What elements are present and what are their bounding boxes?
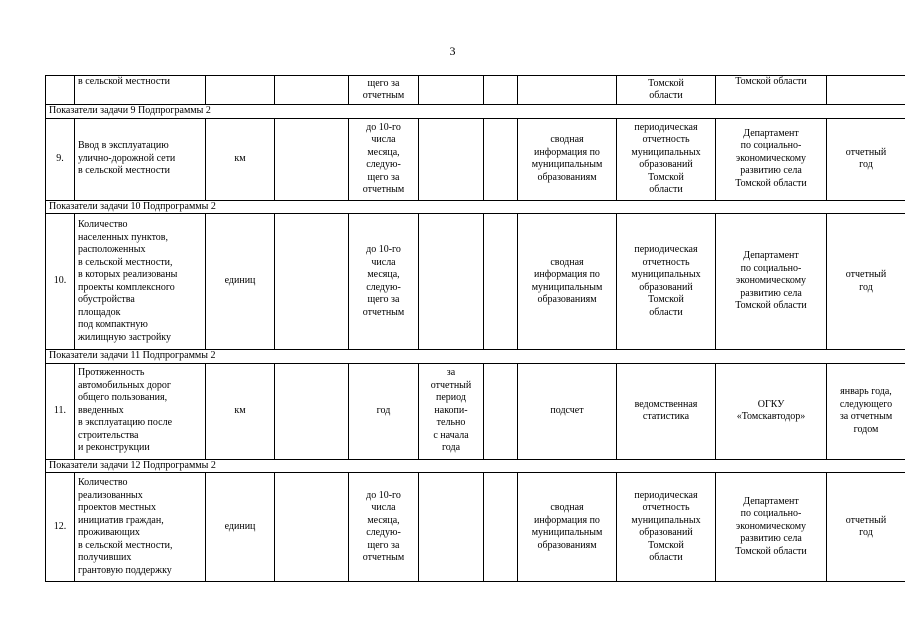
cell-period: до 10-го числа месяца, следую- щего за отчетным bbox=[349, 473, 419, 582]
cell-responsible: Департамент по социально- экономическому развитию села Томской области bbox=[716, 118, 827, 200]
cell-method: подсчет bbox=[518, 363, 617, 459]
cell-name: Ввод в эксплуатацию улично-дорожной сети в сельской местности bbox=[75, 118, 206, 200]
cell-deadline: отчетный год bbox=[827, 118, 905, 200]
cell-responsible: Департамент по социально- экономическому развитию села Томской области bbox=[716, 214, 827, 350]
cell-accum: за отчетный период накопи- тельно с начала года bbox=[419, 363, 484, 459]
cell-name: Протяженность автомобильных дорог общего пользования, введенных в эксплуатацию после строительства и реконструкции bbox=[75, 363, 206, 459]
cell-accum bbox=[419, 214, 484, 350]
cell-empty bbox=[484, 214, 518, 350]
section-title: Показатели задачи 9 Подпрограммы 2 bbox=[46, 105, 905, 119]
cell-empty bbox=[827, 76, 905, 105]
cell-empty bbox=[275, 118, 349, 200]
table-row bbox=[46, 473, 905, 582]
cell-unit: единиц bbox=[206, 214, 275, 350]
cell-num: 9. bbox=[46, 118, 75, 200]
table-row bbox=[46, 363, 905, 459]
table-row bbox=[46, 76, 905, 105]
cell-num: 12. bbox=[46, 473, 75, 582]
cell-deadline: январь года, следующего за отчетным годом bbox=[827, 363, 905, 459]
cell-unit: км bbox=[206, 118, 275, 200]
cell-source: Томской области bbox=[617, 76, 716, 105]
cell-empty bbox=[275, 214, 349, 350]
cell-responsible: ОГКУ «Томскавтодор» bbox=[716, 363, 827, 459]
cell-empty bbox=[275, 363, 349, 459]
section-header bbox=[46, 459, 905, 473]
cell-responsible: Томской области bbox=[716, 76, 827, 105]
cell-empty bbox=[484, 118, 518, 200]
cell-name: Количество реализованных проектов местных инициатив граждан, проживающих в сельской местности, получивших грантовую поддержку bbox=[75, 473, 206, 582]
cell-deadline: отчетный год bbox=[827, 473, 905, 582]
section-title: Показатели задачи 11 Подпрограммы 2 bbox=[46, 350, 905, 364]
cell-empty bbox=[484, 363, 518, 459]
cell-num: 10. bbox=[46, 214, 75, 350]
cell-source: периодическая отчетность муниципальных образований Томской области bbox=[617, 473, 716, 582]
cell-source: периодическая отчетность муниципальных образований Томской области bbox=[617, 214, 716, 350]
cell-unit: км bbox=[206, 363, 275, 459]
cell-source: ведомственная статистика bbox=[617, 363, 716, 459]
cell-empty bbox=[275, 473, 349, 582]
cell-period: год bbox=[349, 363, 419, 459]
cell-deadline: отчетный год bbox=[827, 214, 905, 350]
cell-empty bbox=[518, 76, 617, 105]
cell-method: сводная информация по муниципальным образованиям bbox=[518, 214, 617, 350]
cell-period: до 10-го числа месяца, следую- щего за отчетным bbox=[349, 214, 419, 350]
cell-responsible: Департамент по социально- экономическому развитию села Томской области bbox=[716, 473, 827, 582]
cell-name: в сельской местности bbox=[75, 76, 206, 105]
cell-accum bbox=[419, 118, 484, 200]
cell-period: щего за отчетным bbox=[349, 76, 419, 105]
section-header bbox=[46, 200, 905, 214]
cell-empty bbox=[419, 76, 484, 105]
cell-unit bbox=[206, 76, 275, 105]
indicators-table bbox=[45, 75, 905, 582]
page-number: 3 bbox=[449, 44, 456, 58]
section-header bbox=[46, 350, 905, 364]
cell-unit: единиц bbox=[206, 473, 275, 582]
cell-accum bbox=[419, 473, 484, 582]
cell-empty bbox=[275, 76, 349, 105]
cell-period: до 10-го числа месяца, следую- щего за отчетным bbox=[349, 118, 419, 200]
section-title: Показатели задачи 10 Подпрограммы 2 bbox=[46, 200, 905, 214]
cell-num bbox=[46, 76, 75, 105]
cell-source: периодическая отчетность муниципальных образований Томской области bbox=[617, 118, 716, 200]
cell-name: Количество населенных пунктов, расположенных в сельской местности, в которых реализованы проекты комплексного обустройства площадок под компактную жилищную застройку bbox=[75, 214, 206, 350]
cell-empty bbox=[484, 473, 518, 582]
section-title: Показатели задачи 12 Подпрограммы 2 bbox=[46, 459, 905, 473]
cell-method: сводная информация по муниципальным образованиям bbox=[518, 118, 617, 200]
section-header bbox=[46, 105, 905, 119]
table-row bbox=[46, 214, 905, 350]
table-row bbox=[46, 118, 905, 200]
cell-empty bbox=[484, 76, 518, 105]
cell-num: 11. bbox=[46, 363, 75, 459]
cell-method: сводная информация по муниципальным образованиям bbox=[518, 473, 617, 582]
